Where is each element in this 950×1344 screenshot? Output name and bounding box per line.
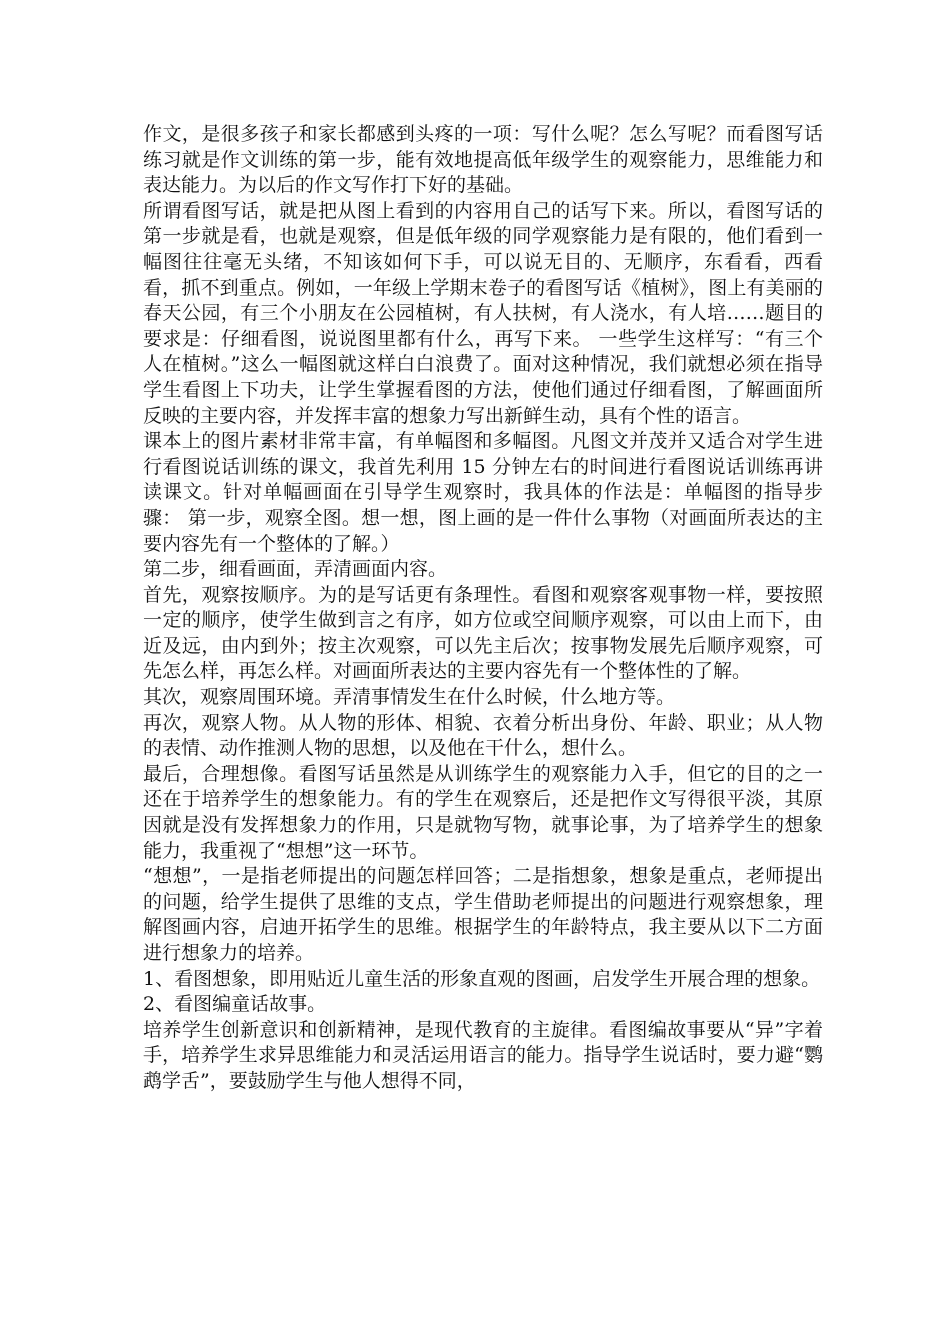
paragraph-think: “想想”，一是指老师提出的问题怎样回答；二是指想象，想象是重点，老师提出的问题，给学生提供了思维的支点，学生借助老师提出的问题进行观察想象，理解图画内容，启迪开拓学生的思维。根据学生的年龄特点，我主要从以下二方面进行想象力的培养。 — [143, 865, 823, 964]
paragraph-item-one: 1、看图想象，即用贴近儿童生活的形象直观的图画，启发学生开展合理的想象。 — [143, 967, 821, 990]
paragraph-first-order: 首先，观察按顺序。为的是写话更有条理性。看图和观察客观事物一样，要按照一定的顺序，使学生做到言之有序，如方位或空间顺序观察，可以由上而下，由近及远，由内到外；按主次观察，可以先主后次；按事物发展先后顺序观察，可先怎么样，再怎么样。对画面所表达的主要内容先有一个整体性的了解。 — [143, 583, 823, 683]
paragraph-third-people: 再次，观察人物。从人物的形体、相貌、衣着分析出身份、年龄、职业；从人物的表情、动作推测人物的思想，以及他在干什么，想什么。 — [143, 711, 823, 760]
paragraph-innovation: 培养学生创新意识和创新精神，是现代教育的主旋律。看图编故事要从“异”字着手，培养学生求异思维能力和灵活运用语言的能力。指导学生说话时，要力避“鹦鹉学舌”，要鼓励学生与他人想得不同， — [143, 1018, 823, 1092]
paragraph-second-environment: 其次，观察周围环境。弄清事情发生在什么时候，什么地方等。 — [143, 686, 676, 709]
paragraph-definition: 所谓看图写话，就是把从图上看到的内容用自己的话写下来。所以，看图写话的第一步就是看，也就是观察，但是低年级的同学观察能力是有限的，他们看到一幅图往往毫无头绪，不知该如何下手，可以说无目的、无顺序，东看看，西看看，抓不到重点。例如，一年级上学期末卷子的看图写话《植树》，图上有美丽的春天公园，有三个小朋友在公园植树，有人扶树，有人浇水，有人培……题目的要求是：仔细看图，说说图里都有什么，再写下来。 一些学生这样写：“有三个人在植树。”这么一幅图就这样白白浪费了。面对这种情况，我们就想必须在指导学生看图上下功夫，让学生掌握看图的方法，使他们通过仔细看图，了解画面所反映的主要内容，并发挥丰富的想象力写出新鲜生动，具有个性的语言。 — [143, 199, 823, 427]
paragraph-intro: 作文，是很多孩子和家长都感到头疼的一项：写什么呢？怎么写呢？而看图写话练习就是作文训练的第一步，能有效地提高低年级学生的观察能力，思维能力和表达能力。为以后的作文写作打下好的基础。 — [143, 123, 823, 197]
paragraph-step-two: 第二步，细看画面，弄清画面内容。 — [143, 558, 448, 581]
paragraph-materials: 课本上的图片素材非常丰富，有单幅图和多幅图。凡图文并茂并又适合对学生进行看图说话训练的课文，我首先利用 15 分钟左右的时间进行看图说话训练再讲读课文。针对单幅画面在引导学生观察时，我具体的作法是：单幅图的指导步骤： 第一步，观察全图。想一想，图上画的是一件什么事物（对画面所表达的主要内容先有一个整体的了解。） — [143, 430, 823, 555]
paragraph-item-two: 2、看图编童话故事。 — [143, 993, 327, 1016]
document-body — [143, 122, 823, 1095]
paragraph-last-imagination: 最后，合理想像。看图写话虽然是从训练学生的观察能力入手，但它的目的之一还在于培养学生的想象能力。有的学生在观察后，还是把作文写得很平淡，其原因就是没有发挥想象力的作用，只是就物写物，就事论事，为了培养学生的想象能力，我重视了“想想”这一环节。 — [143, 762, 823, 862]
